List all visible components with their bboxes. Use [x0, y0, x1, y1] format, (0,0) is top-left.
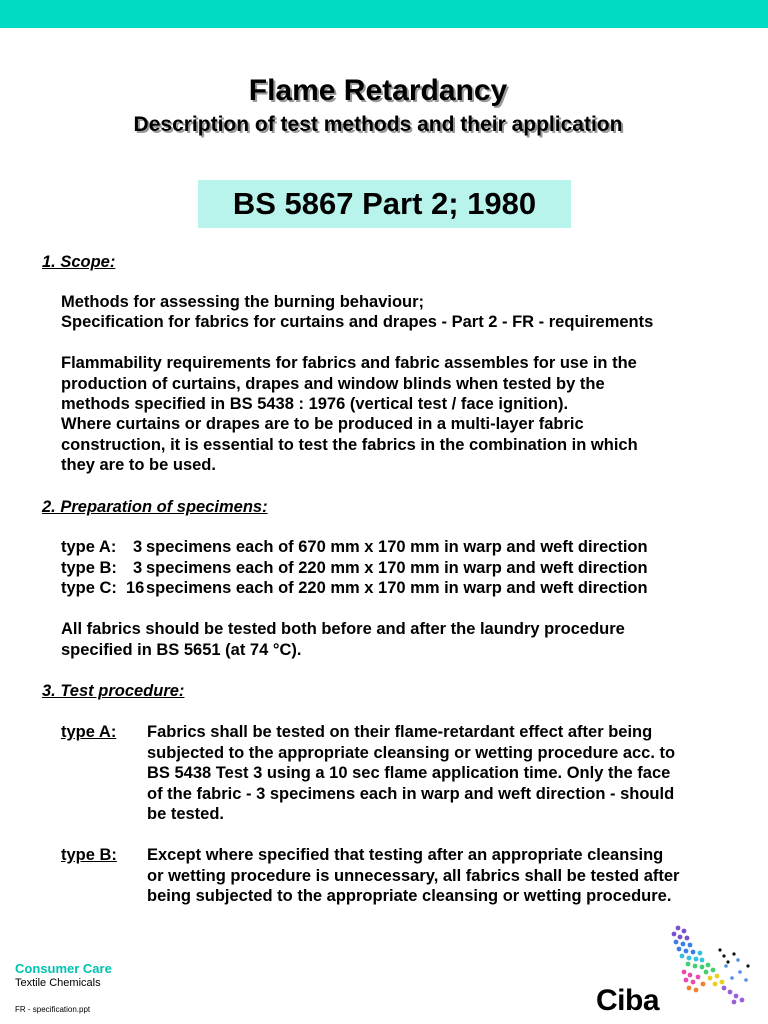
scope-line: construction, it is essential to test the fabrics in the combination in which [61, 436, 638, 454]
page-title: Flame Retardancy [248, 74, 508, 107]
specimen-description: specimens each of 220 mm x 170 mm in warp and weft direction [146, 559, 648, 577]
laundry-note-line: specified in BS 5651 (at 74 °C). [61, 641, 302, 659]
procedure-type-b-line: Except where specified that testing after an appropriate cleansing [147, 846, 664, 864]
scope-line: methods specified in BS 5438 : 1976 (vertical test / face ignition). [61, 395, 569, 413]
procedure-type-a-line: of the fabric - 3 specimens each in warp and weft direction - should [147, 785, 675, 803]
standard-banner: BS 5867 Part 2; 1980 [198, 180, 571, 228]
specimen-count: 3 [133, 538, 143, 556]
specimen-description: specimens each of 220 mm x 170 mm in warp and weft direction [146, 579, 648, 597]
procedure-type-a-line: subjected to the appropriate cleansing or wetting procedure acc. to [147, 744, 676, 762]
preparation-heading: 2. Preparation of specimens: [42, 498, 268, 516]
laundry-note-line: All fabrics should be tested both before and after the laundry procedure [61, 620, 625, 638]
procedure-type-a-line: Fabrics shall be tested on their flame-retardant effect after being [147, 723, 653, 741]
scope-line: they are to be used. [61, 456, 216, 474]
procedure-type-a-line: BS 5438 Test 3 using a 10 sec flame application time. Only the face [147, 764, 671, 782]
specimen-description: specimens each of 670 mm x 170 mm in warp and weft direction [146, 538, 648, 556]
top-accent-bar [0, 0, 768, 28]
specimen-type-label: type C: [61, 579, 117, 597]
procedure-type-a-label: type A: [61, 723, 117, 741]
procedure-type-b-line: or wetting procedure is unnecessary, all fabrics shall be tested after [147, 867, 680, 885]
procedure-type-b-line: being subjected to the appropriate cleansing or wetting procedure. [147, 887, 672, 905]
page-subtitle: Description of test methods and their application [133, 113, 623, 136]
procedure-heading: 3. Test procedure: [42, 682, 185, 700]
footer-filename: FR - specification.ppt [15, 1005, 91, 1014]
ciba-butterfly-logo-icon [660, 920, 760, 1012]
scope-line: Methods for assessing the burning behaviour; [61, 293, 425, 311]
specimen-count: 3 [133, 559, 143, 577]
scope-line: Specification for fabrics for curtains and drapes - Part 2 - FR - requirements [61, 313, 654, 331]
specimen-type-label: type B: [61, 559, 117, 577]
scope-heading: 1. Scope: [42, 253, 116, 271]
specimen-type-label: type A: [61, 538, 117, 556]
footer-brand: Consumer Care [15, 961, 112, 976]
scope-line: Where curtains or drapes are to be produced in a multi-layer fabric [61, 415, 584, 433]
specimen-count: 16 [126, 579, 145, 597]
procedure-type-b-label: type B: [61, 846, 117, 864]
scope-line: Flammability requirements for fabrics and fabric assembles for use in the [61, 354, 637, 372]
scope-line: production of curtains, drapes and window blinds when tested by the [61, 375, 605, 393]
footer-division: Textile Chemicals [15, 977, 101, 989]
procedure-type-a-line: be tested. [147, 805, 225, 823]
ciba-logo-text: Ciba [596, 984, 660, 1017]
